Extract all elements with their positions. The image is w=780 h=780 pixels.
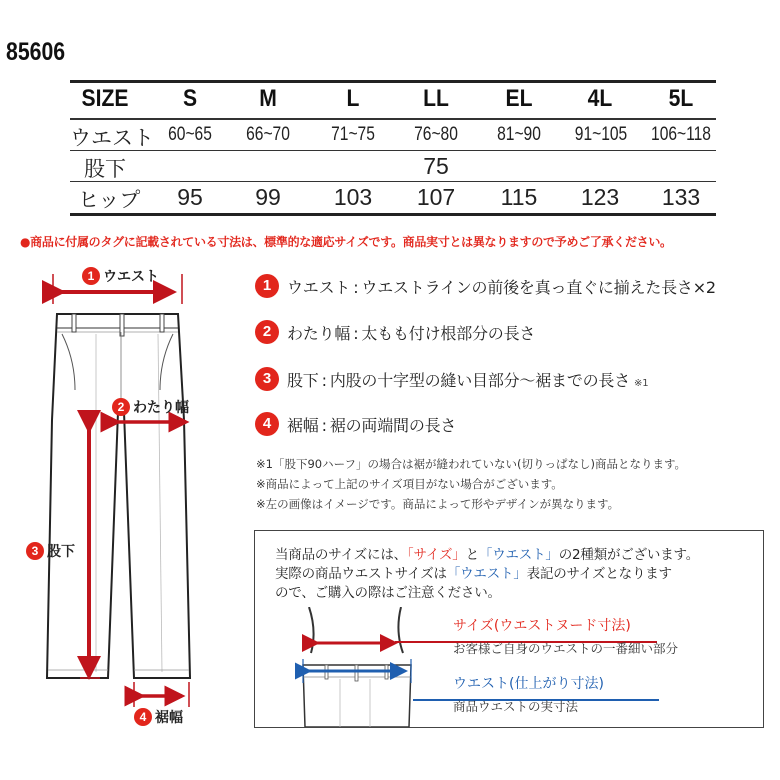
finished-waist-label: ウエスト(仕上がり寸法) — [453, 676, 604, 692]
table-rule — [70, 181, 716, 182]
waist-4l: 91~105 — [574, 124, 628, 145]
footnote-3: ※左の画像はイメージです。商品によって形やデザインが異なります。 — [256, 497, 620, 511]
pants-outline — [47, 314, 190, 678]
badge-1: 1 — [82, 267, 100, 285]
header-l: L — [346, 85, 360, 112]
info-line-3: ので、ご購入の際はご注意ください。 — [275, 585, 501, 601]
header-el: EL — [505, 85, 533, 112]
header-s: S — [182, 85, 198, 112]
explanation-badge-2: 2 — [255, 320, 279, 344]
info-text: 表記のサイズとなります — [526, 566, 672, 582]
hip-ll: 107 — [416, 184, 456, 210]
explanation-term: 股下 — [287, 371, 319, 390]
footnote-1: ※1「股下90ハーフ」の場合は裾が縫われていない(切りっぱなし)商品となります。 — [256, 457, 687, 471]
explanation-badge-1: 1 — [255, 274, 279, 298]
waist-l: 71~75 — [331, 124, 375, 145]
info-text: 当商品のサイズには、 — [275, 547, 407, 563]
hip-s: 95 — [177, 184, 203, 210]
header-ll: LL — [423, 85, 449, 112]
product-code: 85606 — [6, 38, 66, 66]
explanation-1: ウエスト : ウエストラインの前後を真っ直ぐに揃えた長さ×2 — [287, 278, 716, 297]
table-bottom-rule — [70, 213, 716, 216]
waist-el: 81~90 — [497, 124, 541, 145]
explanation-badge-4: 4 — [255, 412, 279, 436]
explanation-3: 股下 : 内股の十字型の縫い目部分～裾までの長さ ※1 — [287, 371, 649, 390]
badge-4: 4 — [134, 708, 152, 726]
table-top-rule — [70, 80, 716, 83]
header-4l: 4L — [587, 85, 613, 112]
hip-m: 99 — [255, 184, 281, 210]
diagram-label-text: わたり幅 — [133, 400, 189, 416]
explanation-desc: ウエストラインの前後を真っ直ぐに揃えた長さ×2 — [361, 278, 716, 297]
explanation-2: わたり幅 : 太もも付け根部分の長さ — [287, 324, 536, 343]
diagram-label-text: ウエスト — [103, 269, 159, 285]
diagram-label-waist — [82, 266, 159, 286]
explanation-4: 裾幅 : 裾の両端間の長さ — [287, 416, 457, 435]
size-table — [70, 80, 716, 216]
row-label-waist: ウエスト — [70, 126, 154, 150]
waist-5l: 106~118 — [651, 124, 711, 145]
diagram-label-thigh — [112, 397, 189, 417]
size-notice: ●商品に付属のタグに記載されている寸法は、標準的な適応サイズです。商品実寸とは異なりますので予めご了承ください。 — [20, 235, 672, 249]
explanation-desc: 太もも付け根部分の長さ — [361, 324, 536, 343]
hip-5l: 133 — [661, 184, 701, 210]
diagram-label-inseam — [26, 541, 75, 561]
badge-2: 2 — [112, 398, 130, 416]
waist-ll: 76~80 — [414, 124, 458, 145]
row-label-inseam: 股下 — [84, 157, 126, 181]
waist-illustration — [295, 607, 425, 727]
size-info-box — [254, 530, 764, 728]
explanation-desc: 内股の十字型の縫い目部分～裾までの長さ — [329, 371, 631, 390]
info-text: と — [465, 547, 479, 563]
finished-waist-desc: 商品ウエストの実寸法 — [453, 699, 579, 714]
row-label-hip: ヒップ — [78, 188, 141, 212]
table-rule — [70, 118, 716, 120]
info-highlight-size: 「サイズ」 — [406, 547, 466, 563]
diagram-label-text: 裾幅 — [155, 710, 183, 726]
explanation-term: ウエスト — [287, 278, 351, 297]
explanation-note: ※1 — [634, 378, 649, 389]
hip-l: 103 — [333, 184, 373, 210]
diagram-label-text: 股下 — [47, 544, 75, 560]
hip-el: 115 — [500, 184, 538, 210]
info-highlight-waist: 「ウエスト」 — [446, 566, 527, 582]
hip-4l: 123 — [580, 184, 620, 210]
diagram-label-hem — [134, 707, 183, 727]
explanation-term: 裾幅 — [287, 416, 319, 435]
nude-size-label: サイズ(ウエストヌード寸法) — [453, 618, 631, 634]
header-m: M — [259, 85, 277, 112]
pants-diagram — [0, 260, 250, 740]
explanation-term: わたり幅 — [287, 324, 351, 343]
inseam-value: 75 — [423, 153, 449, 179]
table-rule — [70, 150, 716, 151]
header-size: SIZE — [81, 85, 129, 112]
info-highlight-waist: 「ウエスト」 — [478, 547, 559, 563]
waist-s: 60~65 — [168, 124, 212, 145]
info-line-1 — [275, 543, 699, 563]
explanation-badge-3: 3 — [255, 367, 279, 391]
badge-3: 3 — [26, 542, 44, 560]
info-line-2 — [275, 562, 672, 582]
header-5l: 5L — [668, 85, 694, 112]
waist-m: 66~70 — [246, 124, 290, 145]
footnote-2: ※商品によって上記のサイズ項目がない場合がございます。 — [256, 477, 563, 491]
explanation-desc: 裾の両端間の長さ — [329, 416, 457, 435]
info-text: 実際の商品ウエストサイズは — [275, 566, 447, 582]
info-text: の2種類がございます。 — [558, 547, 700, 563]
nude-size-desc: お客様ご自身のウエストの一番細い部分 — [453, 641, 679, 656]
